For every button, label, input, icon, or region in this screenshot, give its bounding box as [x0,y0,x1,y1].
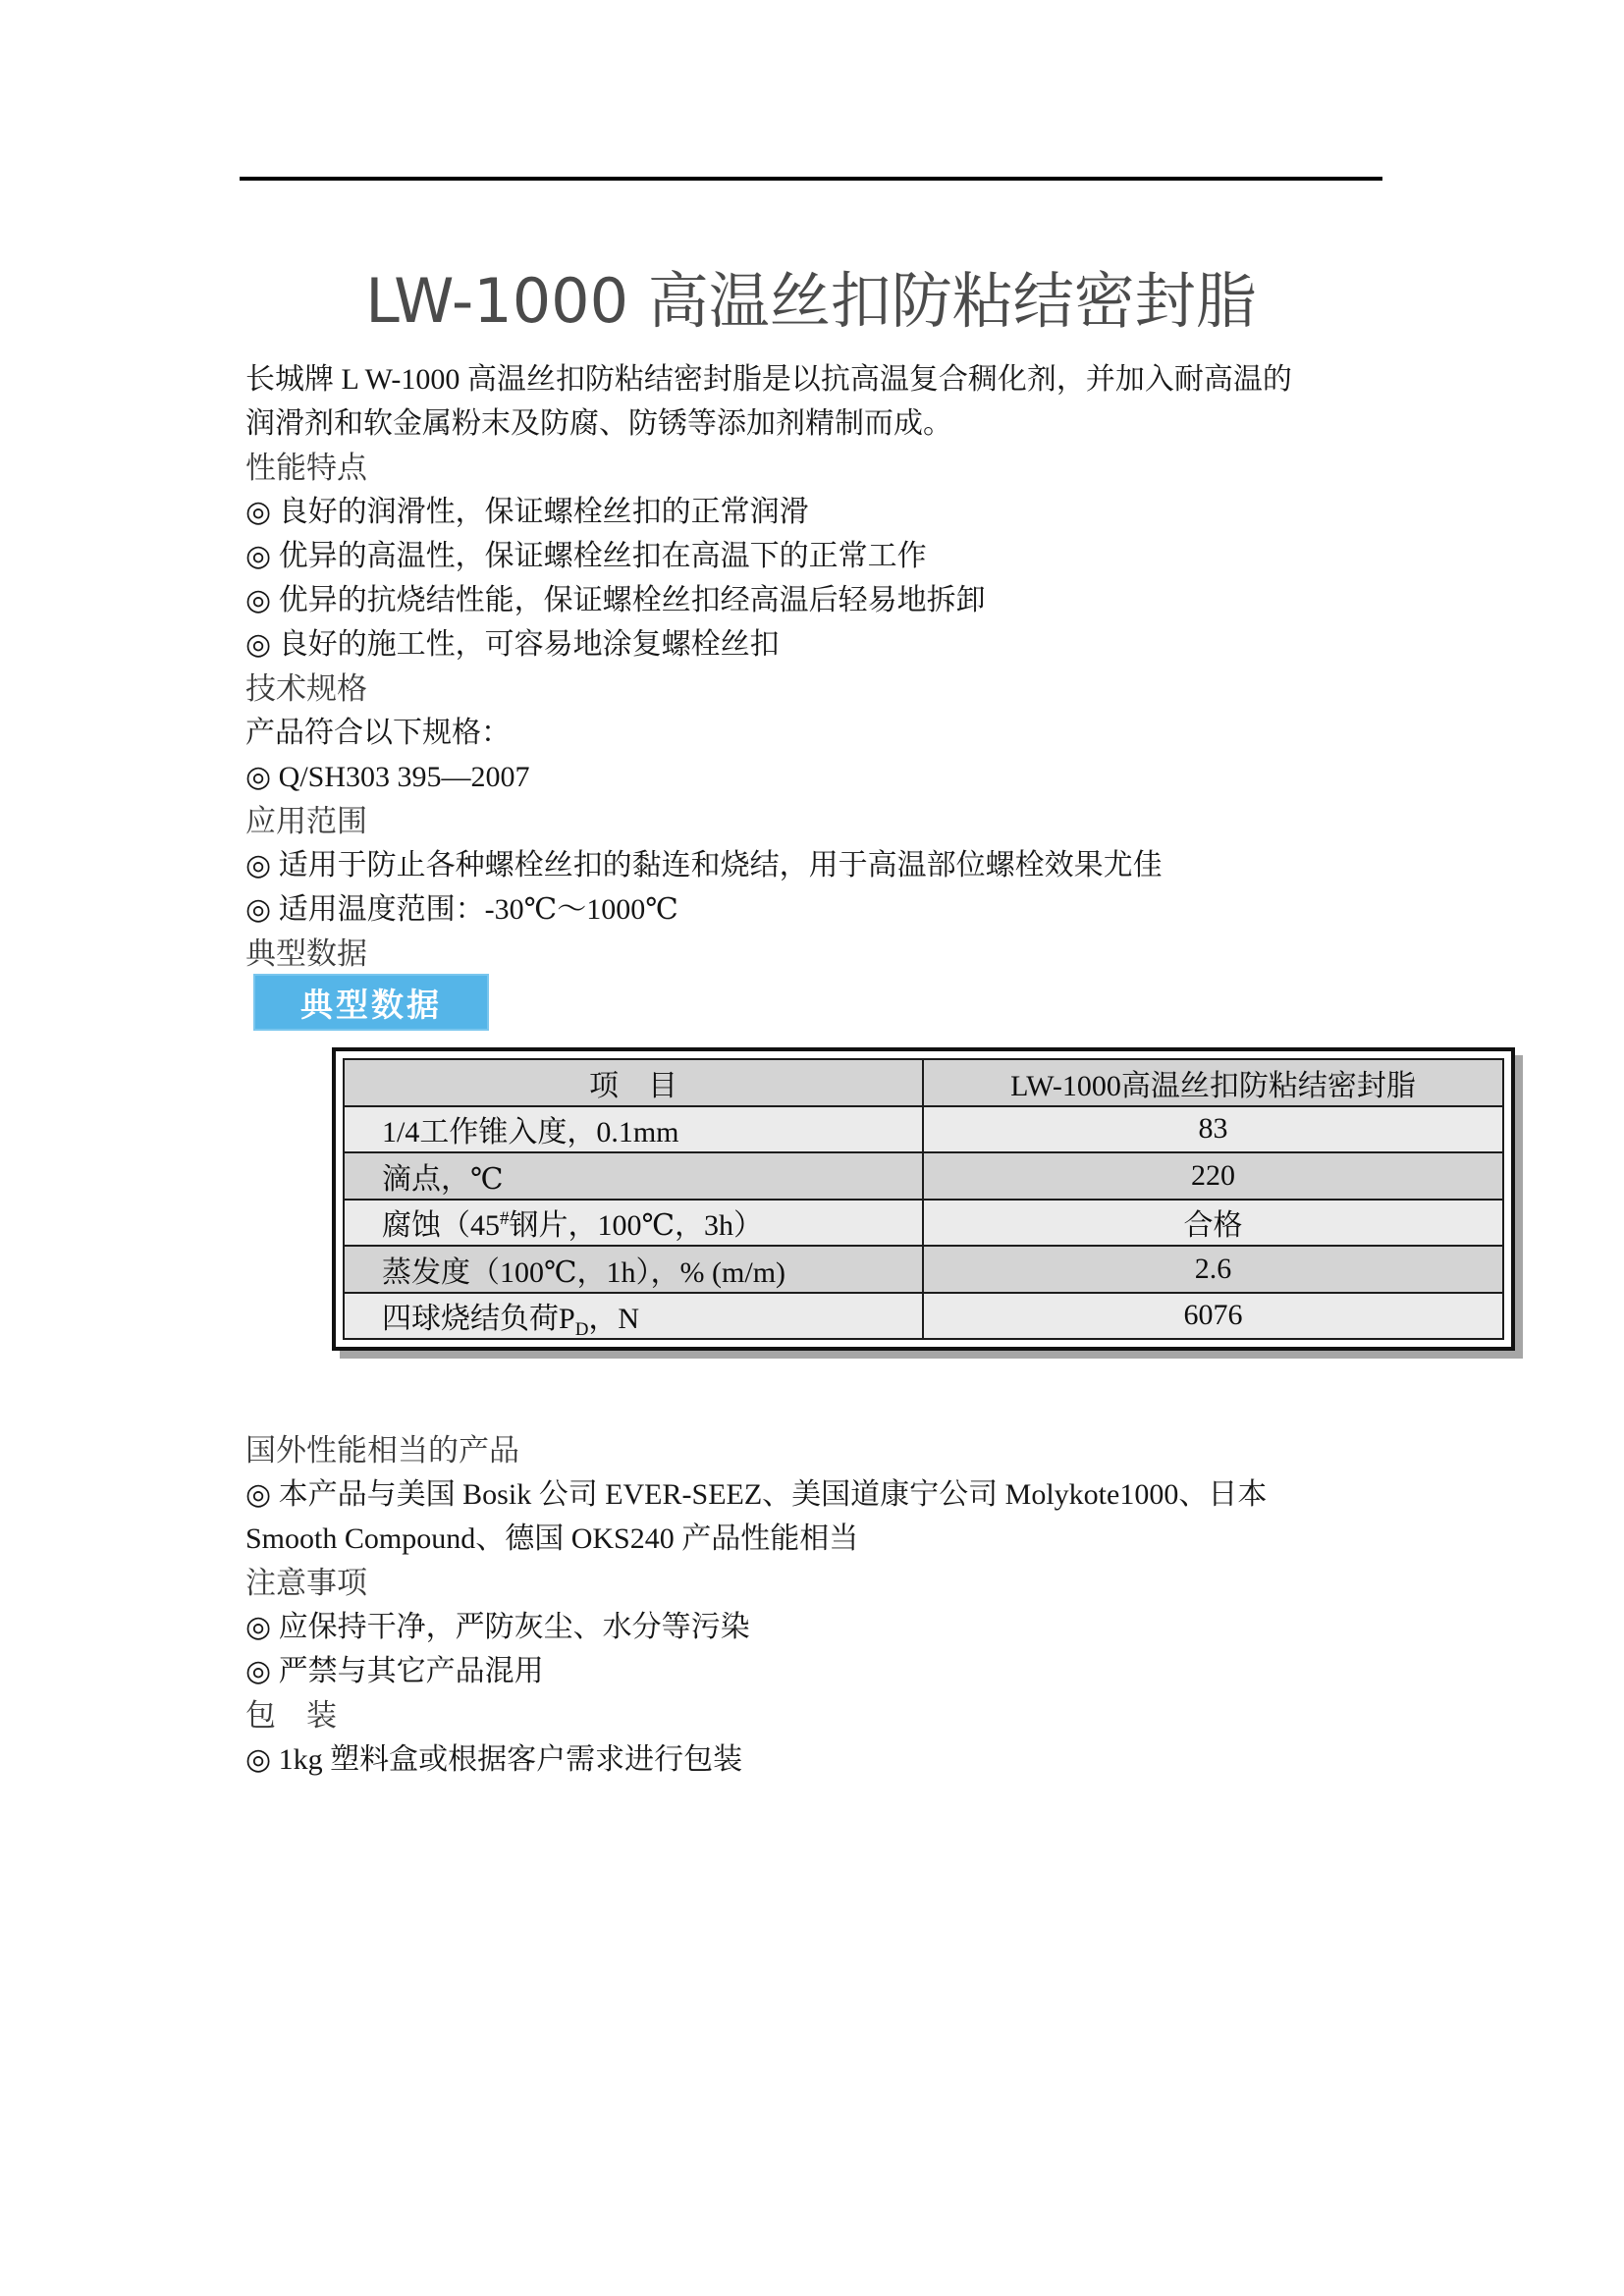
feature-item: ◎ 优异的抗烧结性能，保证螺栓丝扣经高温后轻易地拆卸 [245,584,986,616]
table-row-label: 滴点，℃ [344,1152,923,1200]
table-row [344,1246,1503,1293]
table-row-value: 2.6 [923,1246,1503,1293]
section-heading-specs: 技术规格 [245,671,367,706]
table-header-row [344,1059,1503,1106]
table-row-value: 220 [923,1152,1503,1200]
page-title: LW-1000 高温丝扣防粘结密封脂 [365,265,1257,337]
notes-item: ◎ 严禁与其它产品混用 [245,1655,544,1687]
table-header-product: LW-1000高温丝扣防粘结密封脂 [923,1059,1503,1106]
table-row-value: 6076 [923,1293,1503,1340]
table-row-label: 四球烧结负荷$P_D$，N [344,1293,923,1340]
lower-text-block [245,1428,1394,1782]
intro-line: 润滑剂和软金属粉末及防腐、防锈等添加剂精制而成。 [245,407,952,440]
packaging-item: ◎ 1kg 塑料盒或根据客户需求进行包装 [245,1743,743,1776]
section-heading-notes: 注意事项 [245,1566,367,1600]
notes-item: ◎ 应保持干净，严防灰尘、水分等污染 [245,1611,750,1643]
header-rule [240,177,1382,181]
section-heading-features: 性能特点 [245,451,367,485]
feature-item: ◎ 良好的润滑性，保证螺栓丝扣的正常润滑 [245,496,809,528]
typical-data-table [332,1047,1515,1351]
intro-line: 长城牌 L W-1000 高温丝扣防粘结密封脂是以抗高温复合稠化剂，并加入耐高温的 [245,363,1292,396]
table-row [344,1293,1503,1340]
foreign-line: Smooth Compound、德国 OKS240 产品性能相当 [245,1522,859,1555]
application-item: ◎ 适用温度范围：-30℃～1000℃ [245,893,678,926]
table-row-value: 83 [923,1106,1503,1153]
table-row [344,1152,1503,1200]
section-heading-typical-data: 典型数据 [245,936,367,971]
specs-intro-line: 产品符合以下规格： [245,717,511,749]
table-row-value: 合格 [923,1200,1503,1247]
upper-text-block [245,357,1394,976]
section-heading-foreign: 国外性能相当的产品 [245,1433,519,1468]
table-row-label: 腐蚀（45#钢片，100℃，3h） [344,1200,923,1247]
table [343,1058,1504,1340]
foreign-line: ◎ 本产品与美国 Bosik 公司 EVER-SEEZ、美国道康宁公司 Molykote1000、日本 [245,1478,1268,1511]
feature-item: ◎ 优异的高温性，保证螺栓丝扣在高温下的正常工作 [245,540,927,572]
table-row [344,1200,1503,1247]
table-row [344,1106,1503,1153]
feature-item: ◎ 良好的施工性，可容易地涂复螺栓丝扣 [245,628,780,661]
typical-data-badge: 典型数据 [253,974,489,1031]
table-header-item: 项 目 [344,1059,923,1106]
table-row-label: 1/4工作锥入度，0.1mm [344,1106,923,1153]
table-row-label: 蒸发度（100℃，1h），% (m/m) [344,1246,923,1293]
section-heading-application: 应用范围 [245,804,367,838]
application-item: ◎ 适用于防止各种螺栓丝扣的黏连和烧结，用于高温部位螺栓效果尤佳 [245,849,1163,881]
section-heading-packaging: 包 装 [245,1698,337,1733]
specs-item: ◎ Q/SH303 395—2007 [245,761,530,793]
